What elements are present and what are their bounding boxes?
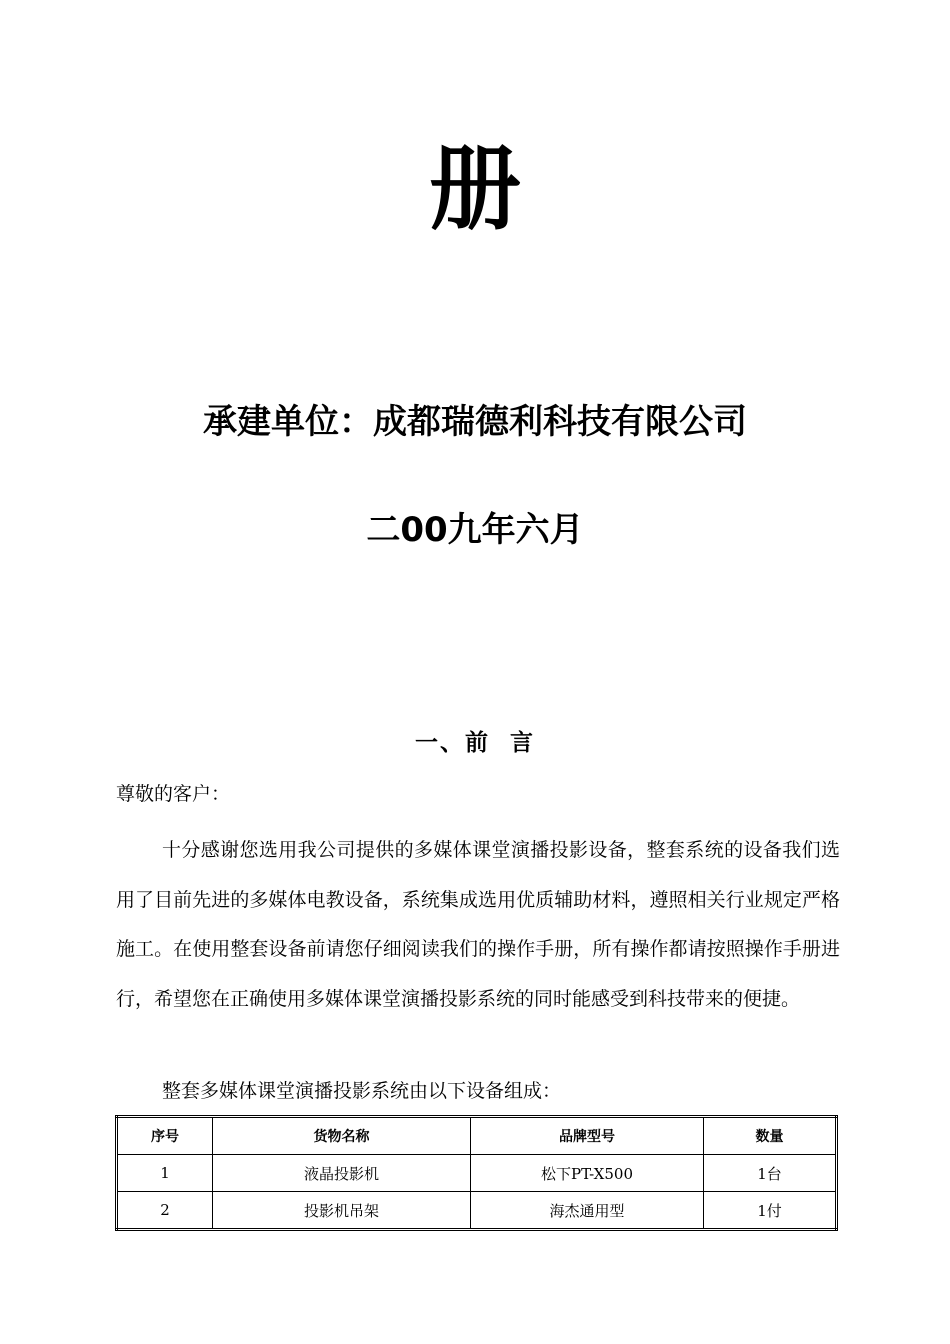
- greeting-line: 尊敬的客户：: [116, 783, 231, 805]
- cell-item-name: 液晶投影机: [213, 1155, 471, 1192]
- equipment-table: [115, 1115, 838, 1231]
- contractor-line: 承建单位：成都瑞德利科技有限公司: [203, 402, 747, 442]
- table-row: [117, 1192, 837, 1230]
- section-heading: 一、前 言: [414, 730, 535, 756]
- table-header-row: [117, 1117, 837, 1155]
- cell-index: 1: [117, 1155, 213, 1192]
- cell-quantity: 1台: [704, 1155, 837, 1192]
- header-brand-model: 品牌型号: [471, 1117, 704, 1155]
- cover-title-char: 册: [428, 136, 521, 243]
- cell-brand-model: 海杰通用型: [471, 1192, 704, 1230]
- cell-index: 2: [117, 1192, 213, 1230]
- cover-date: 二00九年六月: [366, 510, 584, 550]
- equipment-intro-line: 整套多媒体课堂演播投影系统由以下设备组成：: [162, 1080, 562, 1102]
- intro-paragraph: 十分感谢您选用我公司提供的多媒体课堂演播投影设备，整套系统的设备我们选用了目前先进的多媒体电教设备，系统集成选用优质辅助材料，遵照相关行业规定严格施工。在使用整套设备前请您仔细阅读我们的操作手册，所有操作都请按照操作手册进行，希望您在正确使用多媒体课堂演播投影系统的同时能感受到科技带来的便捷。: [116, 839, 840, 1010]
- table-row: [117, 1155, 837, 1192]
- header-quantity: 数量: [704, 1117, 837, 1155]
- cell-item-name: 投影机吊架: [213, 1192, 471, 1230]
- cell-quantity: 1付: [704, 1192, 837, 1230]
- cell-brand-model: 松下PT-X500: [471, 1155, 704, 1192]
- header-item-name: 货物名称: [213, 1117, 471, 1155]
- header-index: 序号: [117, 1117, 213, 1155]
